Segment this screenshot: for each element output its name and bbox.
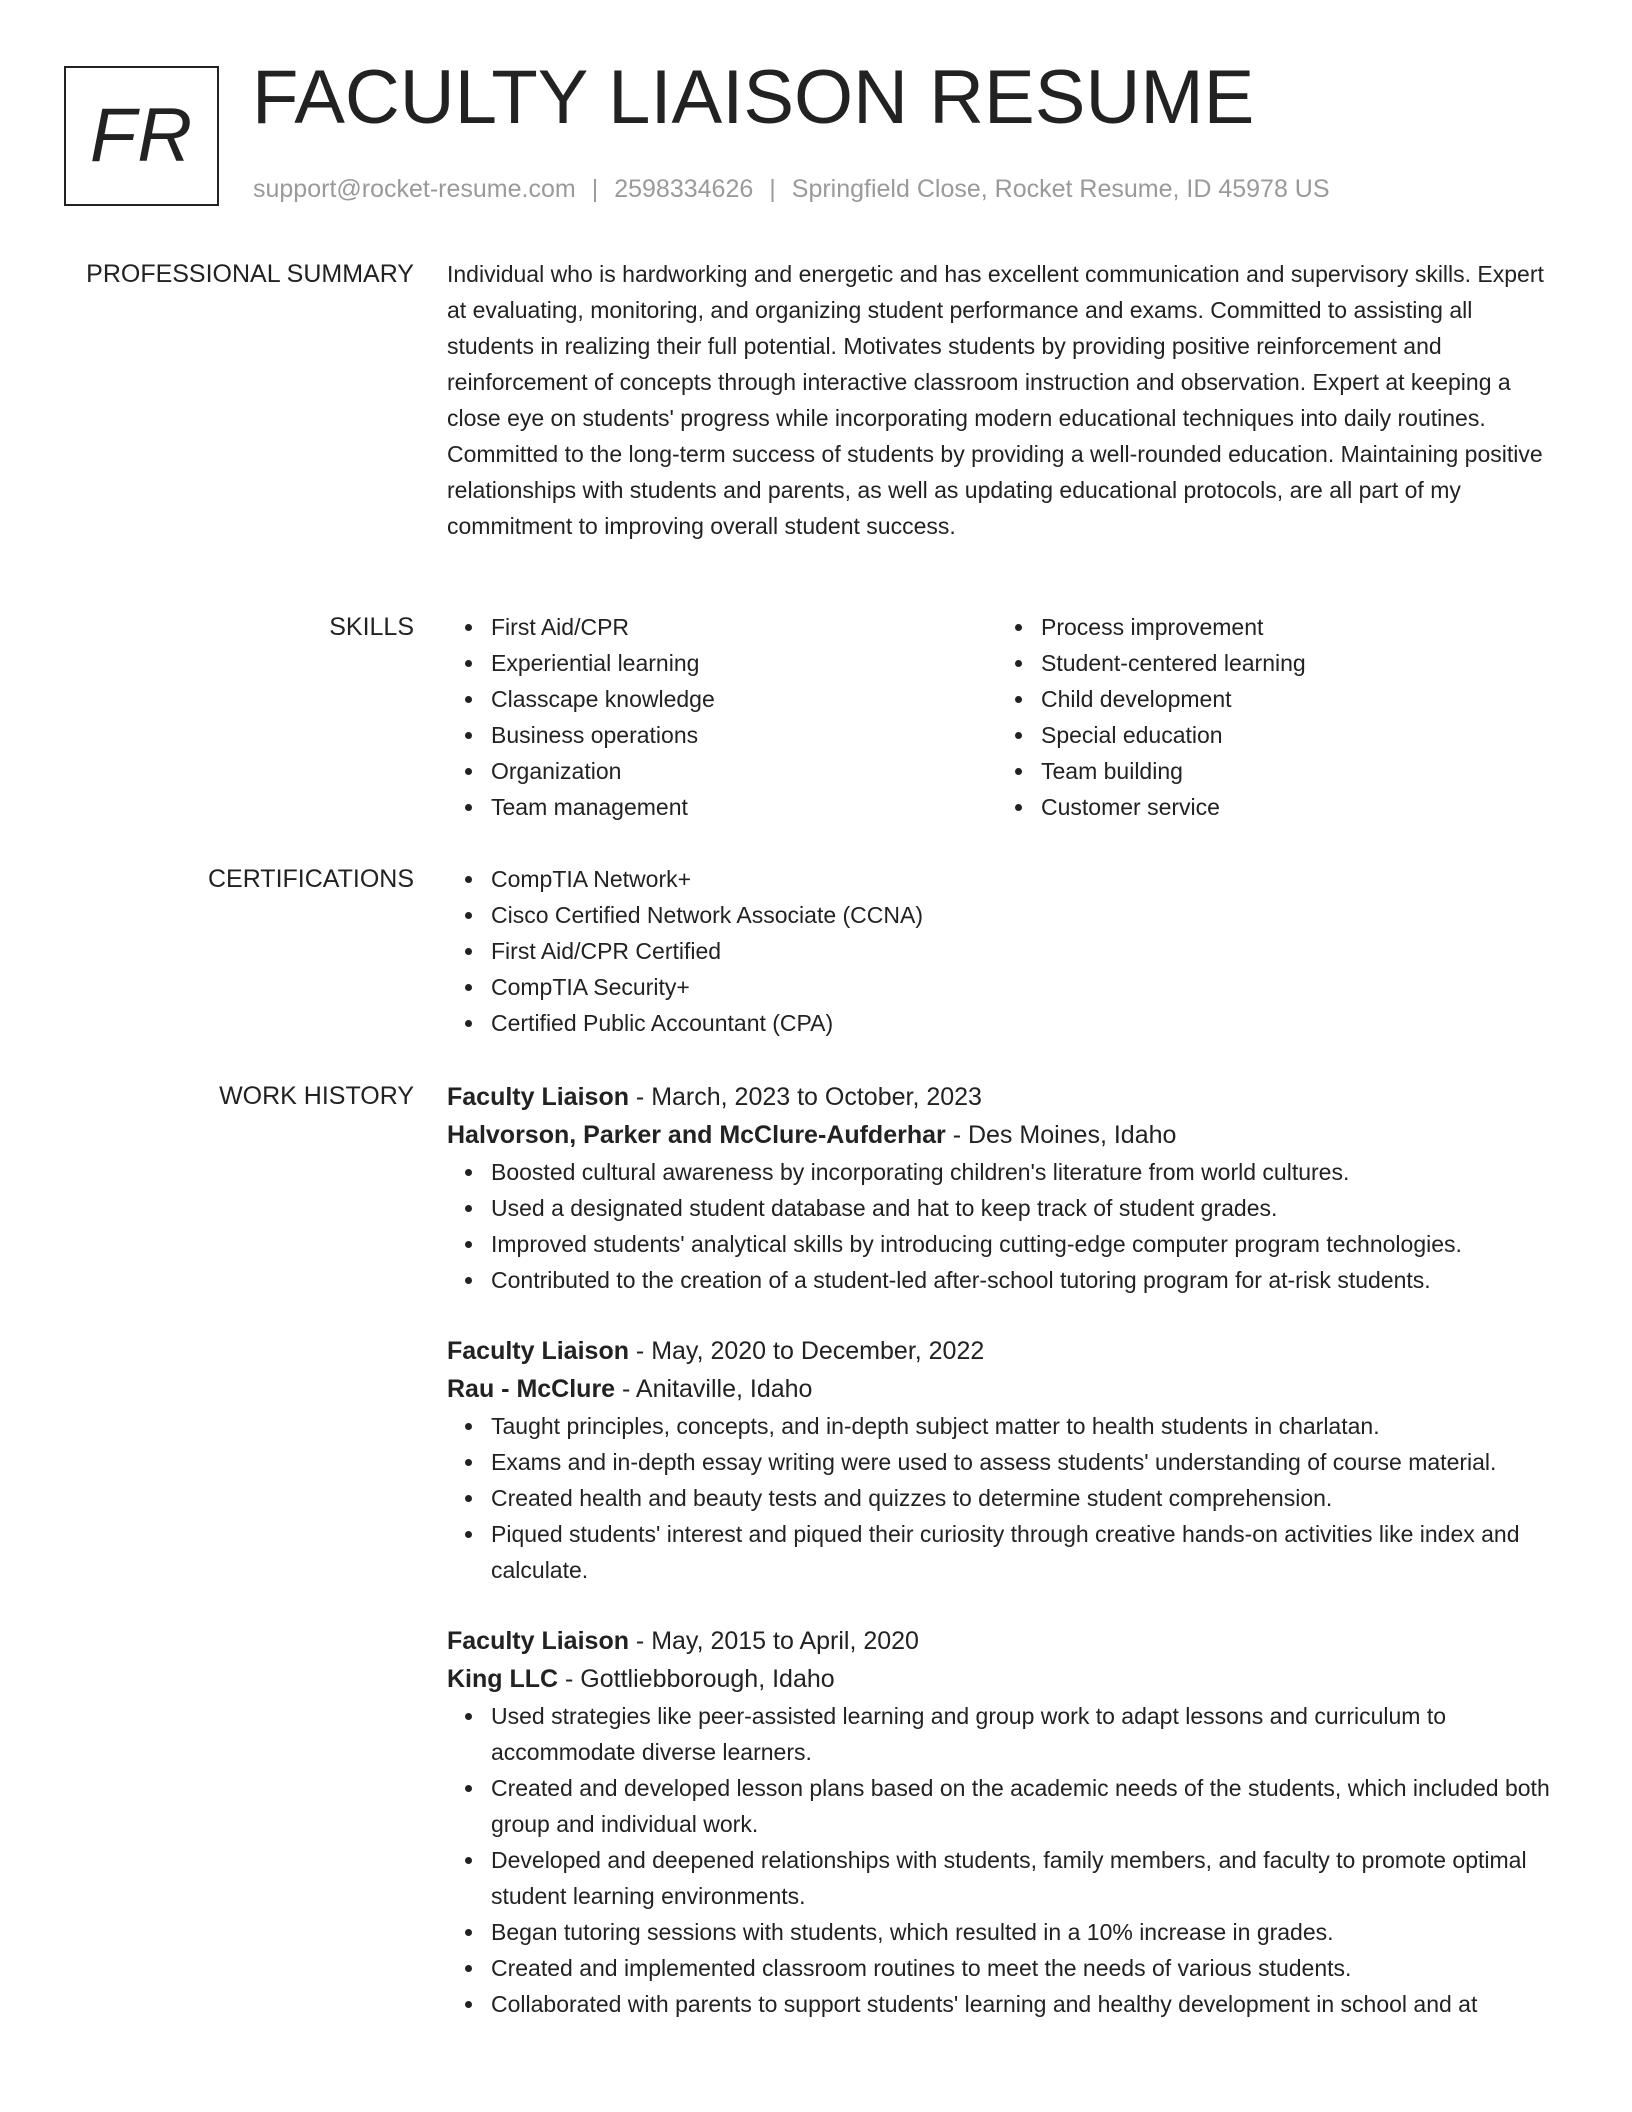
monogram-initials: FR bbox=[89, 93, 194, 178]
job-duty-item: Developed and deepened relationships with students, family members, and faculty to promote optimal student learning environments. bbox=[491, 1842, 1562, 1914]
summary-text: Individual who is hardworking and energetic and has excellent communication and supervisory skills. Expert at evaluating, monitoring, and organizing student performance and exams. Committed to assisting all students in realizing their full potential. Motivates students by providing positive reinforcement and reinforcement of concepts through interactive classroom instruction and observation. Expert at keeping a close eye on students' progress while incorporating modern educational techniques into daily routines. Committed to the long-term success of students by providing a well-rounded education. Maintaining positive relationships with students and parents, as well as updating educational protocols, are all part of my commitment to improving overall student success. bbox=[447, 261, 1544, 539]
job-company-line bbox=[447, 1370, 1562, 1408]
job-company-line bbox=[447, 1116, 1562, 1154]
certification-item: CompTIA Security+ bbox=[491, 969, 1562, 1005]
skill-item: Experiential learning bbox=[491, 645, 997, 681]
job-dates: - March, 2023 to October, 2023 bbox=[628, 1083, 982, 1111]
job-duty-item: Taught principles, concepts, and in-depth subject matter to health students in charlatan. bbox=[491, 1408, 1562, 1444]
certification-item: CompTIA Network+ bbox=[491, 861, 1562, 897]
skills-column-left bbox=[447, 609, 997, 825]
certification-item: Certified Public Accountant (CPA) bbox=[491, 1005, 1562, 1041]
job-duty-item: Exams and in-depth essay writing were used to assess students' understanding of course material. bbox=[491, 1444, 1562, 1480]
job-location: - Anitaville, Idaho bbox=[615, 1375, 813, 1403]
certification-item: First Aid/CPR Certified bbox=[491, 933, 1562, 969]
skill-item: Customer service bbox=[1041, 789, 1547, 825]
contact-separator: | bbox=[591, 175, 599, 203]
job-company: Halvorson, Parker and McClure-Aufderhar bbox=[447, 1121, 946, 1149]
job-duty-item: Used a designated student database and hat to keep track of student grades. bbox=[491, 1190, 1562, 1226]
certifications-body bbox=[447, 861, 1562, 1041]
job-duty-item: Collaborated with parents to support students' learning and healthy development in school and at bbox=[491, 1986, 1562, 2022]
skills-list-right bbox=[997, 609, 1547, 825]
contact-email: support@rocket-resume.com bbox=[253, 175, 576, 203]
job-dates: - May, 2020 to December, 2022 bbox=[628, 1337, 985, 1365]
job-duty-item: Began tutoring sessions with students, which resulted in a 10% increase in grades. bbox=[491, 1914, 1562, 1950]
certifications-heading: CERTIFICATIONS bbox=[207, 865, 414, 893]
skill-item: Team building bbox=[1041, 753, 1547, 789]
contact-address: Springfield Close, Rocket Resume, ID 45978 US bbox=[791, 175, 1330, 203]
job-location: - Gottliebborough, Idaho bbox=[558, 1665, 835, 1693]
skills-column-right bbox=[997, 609, 1547, 825]
skill-item: Team management bbox=[491, 789, 997, 825]
job-company: Rau - McClure bbox=[447, 1375, 616, 1403]
job-duties-list bbox=[447, 1698, 1562, 2022]
job-duty-item: Created and implemented classroom routines to meet the needs of various students. bbox=[491, 1950, 1562, 1986]
skill-item: Organization bbox=[491, 753, 997, 789]
job-duty-item: Boosted cultural awareness by incorporating children's literature from world cultures. bbox=[491, 1154, 1562, 1190]
job-duty-item: Used strategies like peer-assisted learning and group work to adapt lessons and curriculum to accommodate diverse learners. bbox=[491, 1698, 1562, 1770]
certification-item: Cisco Certified Network Associate (CCNA) bbox=[491, 897, 1562, 933]
job-title: Faculty Liaison bbox=[447, 1627, 629, 1655]
certifications-list bbox=[447, 861, 1562, 1041]
job-duty-item: Piqued students' interest and piqued their curiosity through creative hands-on activities like index and calculate. bbox=[491, 1516, 1562, 1588]
job-duty-item: Improved students' analytical skills by introducing cutting-edge computer program technologies. bbox=[491, 1226, 1562, 1262]
skills-body bbox=[447, 609, 1562, 825]
skill-item: Classcape knowledge bbox=[491, 681, 997, 717]
skill-item: First Aid/CPR bbox=[491, 609, 997, 645]
job-duty-item: Created and developed lesson plans based on the academic needs of the students, which included both group and individual work. bbox=[491, 1770, 1562, 1842]
job-title: Faculty Liaison bbox=[447, 1337, 629, 1365]
contact-phone: 2598334626 bbox=[614, 175, 754, 203]
job-title: Faculty Liaison bbox=[447, 1083, 629, 1111]
job-duties-list bbox=[447, 1408, 1562, 1588]
summary-body bbox=[447, 256, 1562, 544]
skills-list-left bbox=[447, 609, 997, 825]
skills-grid bbox=[447, 609, 1562, 825]
skill-item: Student-centered learning bbox=[1041, 645, 1547, 681]
work-history-body bbox=[447, 1078, 1562, 2056]
job-title-line bbox=[447, 1078, 1562, 1116]
work-history-heading: WORK HISTORY bbox=[219, 1082, 414, 1110]
job-title-line bbox=[447, 1332, 1562, 1370]
job-duty-item: Contributed to the creation of a student-led after-school tutoring program for at-risk students. bbox=[491, 1262, 1562, 1298]
skill-item: Special education bbox=[1041, 717, 1547, 753]
skill-item: Process improvement bbox=[1041, 609, 1547, 645]
summary-heading: PROFESSIONAL SUMMARY bbox=[86, 260, 414, 288]
job-location: - Des Moines, Idaho bbox=[945, 1121, 1177, 1149]
job-company: King LLC bbox=[447, 1665, 559, 1693]
monogram-logo bbox=[64, 66, 219, 206]
job-duties-list bbox=[447, 1154, 1562, 1298]
job-dates: - May, 2015 to April, 2020 bbox=[628, 1627, 919, 1655]
job-entry bbox=[447, 1078, 1562, 1298]
job-duty-item: Created health and beauty tests and quizzes to determine student comprehension. bbox=[491, 1480, 1562, 1516]
resume-title: FACULTY LIAISON RESUME bbox=[252, 55, 1255, 140]
contact-separator: | bbox=[769, 175, 776, 203]
job-title-line bbox=[447, 1622, 1562, 1660]
skill-item: Business operations bbox=[491, 717, 997, 753]
skills-heading: SKILLS bbox=[329, 613, 414, 641]
skill-item: Child development bbox=[1041, 681, 1547, 717]
job-entry bbox=[447, 1622, 1562, 2022]
contact-line bbox=[253, 177, 1330, 202]
job-company-line bbox=[447, 1660, 1562, 1698]
job-entry bbox=[447, 1332, 1562, 1588]
